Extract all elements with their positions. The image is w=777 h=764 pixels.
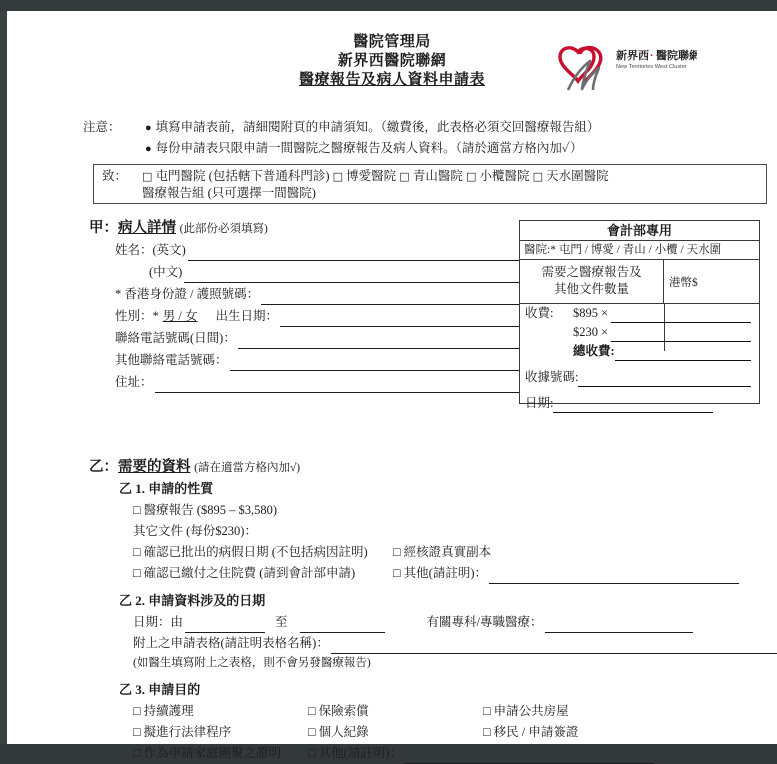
purpose-personal-record[interactable]: □ 個人紀錄 [308, 725, 369, 739]
section-a-heading [89, 218, 519, 239]
section-a-note: (此部份必須填寫) [179, 223, 268, 235]
field-label: 其他聯絡電話號碼： [115, 353, 228, 367]
dob-label: 出生日期： [215, 309, 279, 323]
field-label: * 香港身份證 / 護照號碼： [115, 287, 260, 301]
purpose-other[interactable]: □ 其他(請註明)： [308, 746, 403, 760]
bullet-icon: ● [145, 143, 152, 155]
subsection-b1-heading: 乙 1. 申請的性質 [119, 481, 214, 496]
notice-item: ● 填寫申請表前，請細閱附頁的申請須知。（繳費後，此表格必須交回醫療報告組） [145, 120, 600, 134]
field-hkid [115, 283, 519, 305]
purpose-family-reunion[interactable]: □ 作為申請家庭團聚之證明 [133, 746, 282, 760]
field-phone-day [115, 327, 519, 349]
fee-qty-230-input[interactable] [611, 327, 751, 342]
fee-qty-895-input[interactable] [611, 308, 751, 323]
hospital-label-tin-shui-wai: 天水圍醫院 [546, 169, 609, 183]
accounting-col1-header: 需要之醫療報告及 其他文件數量 [520, 260, 664, 303]
accounting-body [520, 304, 759, 410]
notice-block [83, 117, 773, 159]
section-b-note: (請在適當方格內加√) [194, 462, 301, 474]
field-label: (中文) [149, 265, 183, 279]
purpose-continued-care[interactable]: □ 持續護理 [133, 704, 194, 718]
purpose-row-2 [133, 722, 777, 743]
hospital-label-tuen-mun: 屯門醫院 (包括轄下普通科門診) [155, 169, 330, 183]
field-label: 聯絡電話號碼(日間)： [115, 331, 236, 345]
dob-input[interactable] [280, 312, 519, 327]
logo-chinese-1: 新界西 [616, 50, 649, 62]
accounting-col2-header: 港幣$ [669, 276, 698, 289]
accounting-column-headers [520, 260, 759, 304]
pdf-viewer-left-bar [0, 11, 7, 744]
accounting-date-row [520, 394, 759, 413]
addressee-box [93, 164, 767, 204]
address-input[interactable] [155, 378, 519, 393]
document-page [7, 11, 777, 760]
field-phone-other [115, 349, 519, 371]
name-chinese-input[interactable] [184, 268, 519, 283]
total-fee-label: 總收費: [573, 344, 615, 358]
cluster-name: 新界西醫院聯網 [337, 53, 447, 69]
pdf-viewer-top-bar [0, 0, 777, 11]
field-address [115, 371, 519, 393]
subsection-b2-heading: 乙 2. 申請資料涉及的日期 [119, 593, 266, 608]
attached-form-input[interactable] [331, 639, 777, 654]
multiply-sign: × [601, 306, 609, 320]
hospital-options [142, 168, 609, 185]
receipt-number-row [520, 368, 759, 387]
date-to-input[interactable] [300, 618, 385, 633]
section-a-marker: 甲： [89, 220, 118, 236]
checkbox-pok-oi[interactable]: □ [332, 170, 344, 183]
addressee-label: 致： [102, 169, 128, 183]
logo-chinese-2: 醫院聯網 [656, 50, 697, 62]
gender-choice[interactable]: 男 / 女 [162, 309, 198, 323]
addressee-second-line: 醫療報告組 (只可選擇一間醫院) [142, 186, 316, 200]
total-fee-row [520, 342, 759, 361]
accounting-date-input[interactable] [553, 398, 713, 413]
logo-svg [552, 41, 697, 93]
fee-amount-895: $895 [573, 306, 598, 320]
accounting-box-title: 會計部專用 [520, 221, 759, 241]
fee-amount-230: $230 [573, 325, 598, 339]
field-name-chinese [149, 261, 519, 283]
date-from-input[interactable] [185, 618, 265, 633]
option-other-b1-input[interactable] [489, 569, 739, 584]
section-b-marker: 乙： [89, 459, 118, 475]
date-range-row [133, 612, 777, 633]
purpose-row-3 [133, 743, 777, 764]
field-gender-dob [115, 305, 519, 327]
section-b-title: 需要的資料 [118, 459, 191, 475]
phone-day-input[interactable] [238, 334, 519, 349]
subsection-b3-heading: 乙 3. 申請目的 [119, 682, 201, 697]
accounting-date-label: 日期: [525, 396, 554, 410]
attached-form-label: 附上之申請表格(請註明表格名稱)： [133, 636, 329, 650]
option-hospital-fee-paid[interactable]: □ 確認已繳付之住院費 (請到會計部申請) [133, 566, 356, 580]
name-english-input[interactable] [188, 246, 519, 261]
attached-form-row [133, 633, 777, 654]
specialty-input[interactable] [545, 618, 693, 633]
date-to-label: 至 [275, 615, 288, 629]
phone-other-input[interactable] [230, 356, 519, 371]
hospital-label-pok-oi: 博愛醫院 [346, 169, 397, 183]
field-label: 姓名：(英文) [115, 243, 186, 257]
purpose-immigration-visa[interactable]: □ 移民 / 申請簽證 [483, 725, 579, 739]
accounting-department-box [519, 220, 760, 410]
section-patient-details [89, 218, 519, 393]
section-required-information [89, 457, 777, 764]
receipt-number-input[interactable] [578, 372, 751, 387]
purpose-row-1 [133, 701, 777, 722]
fee-row-230 [520, 323, 759, 342]
hospital-label-castle-peak: 青山醫院 [412, 169, 463, 183]
purpose-insurance-claim[interactable]: □ 保險索償 [308, 704, 369, 718]
date-from-label: 日期：由 [133, 615, 184, 629]
field-label: 住址： [115, 375, 153, 389]
notice-label: 注意： [83, 120, 121, 134]
fee-label: 收費: [525, 306, 554, 320]
purpose-other-input[interactable] [404, 749, 654, 764]
logo-english: New Territories West Cluster [616, 64, 687, 70]
other-documents-label: 其它文件 (每份$230)： [133, 524, 257, 538]
form-title: 醫療報告及病人資料申請表 [298, 72, 485, 88]
bullet-icon: ● [145, 122, 152, 134]
purpose-public-housing[interactable]: □ 申請公共房屋 [483, 704, 569, 718]
org-name: 醫院管理局 [353, 34, 431, 50]
multiply-sign: × [601, 325, 609, 339]
checkbox-tuen-mun[interactable]: □ [142, 170, 153, 183]
fee-row-895 [520, 304, 759, 323]
hkid-input[interactable] [261, 290, 519, 305]
total-fee-input[interactable] [615, 346, 751, 361]
section-b-heading [89, 457, 777, 478]
option-row-b1-1 [133, 542, 777, 563]
ntwc-heart-logo [552, 41, 697, 93]
hospital-label-siu-lam: 小欖醫院 [479, 169, 530, 183]
option-sick-leave-dates[interactable]: □ 確認已批出的病假日期 (不包括病因註明) [133, 545, 368, 559]
option-row-b1-2 [133, 563, 777, 584]
logo-dot: · [650, 50, 654, 62]
option-other-b1[interactable]: □ 其他(請註明)： [393, 566, 488, 580]
notice-item: ● 每份申請表只限申請一間醫院之醫療報告及病人資料。（請於適當方格內加✓） [145, 141, 583, 155]
section-a-title: 病人詳情 [118, 220, 176, 236]
checkbox-castle-peak[interactable]: □ [399, 170, 410, 183]
specialty-label: 有關專科/專職醫療： [426, 615, 543, 629]
field-name-english [115, 239, 519, 261]
receipt-number-label: 收據號碼: [525, 370, 579, 384]
option-certified-true-copy[interactable]: □ 經核證真實副本 [393, 545, 492, 559]
purpose-legal-proceedings[interactable]: □ 擬進行法律程序 [133, 725, 232, 739]
field-label: 性別：* [115, 309, 159, 323]
checkbox-siu-lam[interactable]: □ [465, 170, 477, 183]
option-medical-report[interactable]: □ 醫療報告 ($895 – $3,580) [133, 503, 278, 517]
checkbox-tin-shui-wai[interactable]: □ [532, 170, 544, 183]
b2-footnote: (如醫生填寫附上之表格，則不會另發醫療報告) [133, 657, 371, 669]
accounting-hospital-line[interactable]: 醫院:* 屯門 / 博愛 / 青山 / 小欖 / 天水圍 [520, 241, 759, 260]
